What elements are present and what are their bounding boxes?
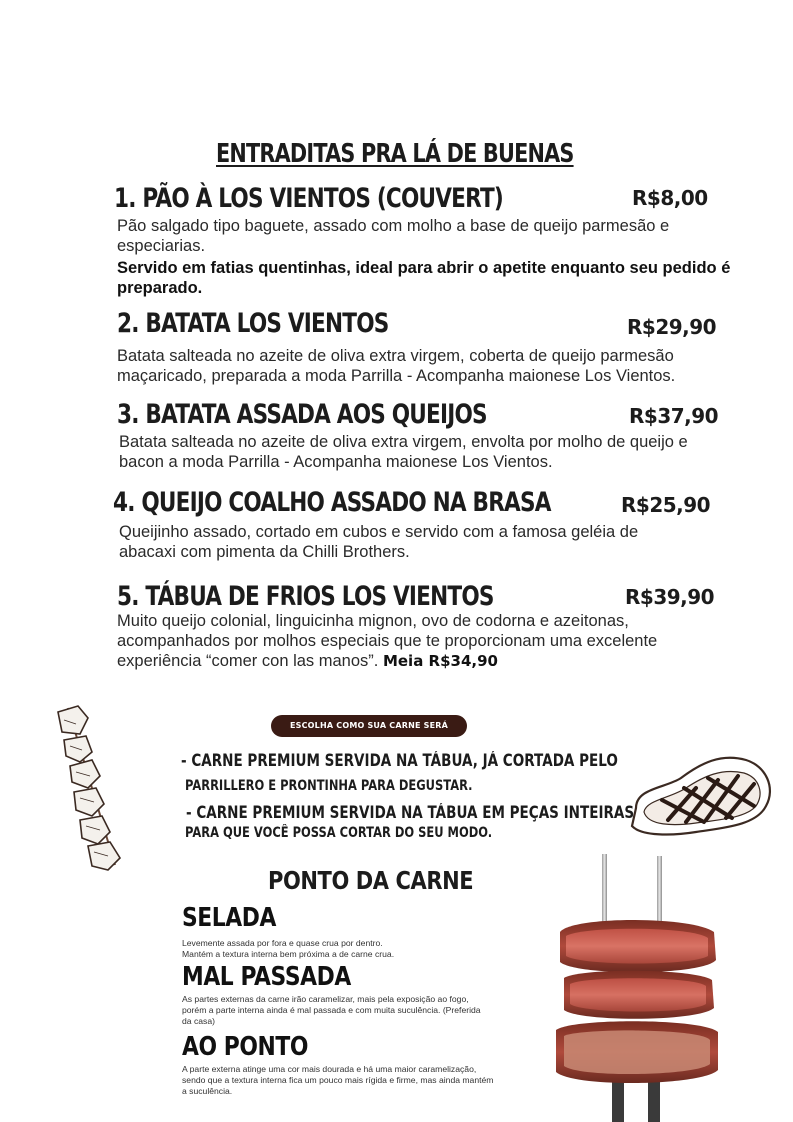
item-4-description: Queijinho assado, cortado em cubos e servido com a famosa geléia de abacaxi com pimenta da Chilli Brothers. [119,523,639,561]
serving-option-1-line-2: PARRILLERO E PRONTINHA PARA DEGUSTAR. [185,778,473,794]
doneness-ao-ponto-description: A parte externa atinge uma cor mais dourada e há uma maior caramelização, sendo que a textura interna fica um pouco mais rígida e firme, mas ainda mantém a suculência. [182,1064,494,1096]
section-title: ENTRADITAS PRA LÁ DE BUENAS [216,139,574,169]
item-3-price: R$37,90 [629,404,719,428]
doneness-mal-passada-name: MAL PASSADA [182,962,351,992]
doneness-title: PONTO DA CARNE [268,866,474,895]
meat-on-fork-photo [552,852,722,1122]
cheese-skewer-icon [50,700,130,875]
item-5-name: 5. TÁBUA DE FRIOS LOS VIENTOS [117,581,494,612]
item-2-name: 2. BATATA LOS VIENTOS [117,308,389,339]
item-1-note: Servido em fatias quentinhas, ideal para abrir o apetite enquanto seu pedido é preparado. [117,259,731,297]
doneness-selada-description: Levemente assada por fora e quase crua por dentro. Mantém a textura interna bem próxima a de carne crua. [182,938,395,959]
doneness-selada-name: SELADA [182,903,276,933]
steak-icon [626,748,776,843]
item-1-name: 1. PÃO À LOS VIENTOS (COUVERT) [114,183,503,214]
doneness-ao-ponto-name: AO PONTO [182,1032,309,1062]
item-5-description-text: Muito queijo colonial, linguicinha mignon, ovo de codorna e azeitonas, acompanhados por molhos especiais que te proporcionam uma excelente experiência “comer con las manos”. [117,612,658,670]
item-2-price: R$29,90 [627,315,717,339]
doneness-mal-passada-description: As partes externas da carne irão caramelizar, mais pela exposição ao fogo, porém a parte interna ainda é mal passada e com muita suculência. (Preferida da casa) [182,994,481,1026]
item-1-price: R$8,00 [632,186,708,210]
serving-option-2-line-2: PARA QUE VOCÊ POSSA CORTAR DO SEU MODO. [185,825,493,841]
item-5-price: R$39,90 [625,585,715,609]
item-5-half-price: Meia R$34,90 [382,652,498,670]
item-5-description [117,611,677,671]
item-4-name: 4. QUEIJO COALHO ASSADO NA BRASA [113,487,551,518]
item-1-description: Pão salgado tipo baguete, assado com molho a base de queijo parmesão e especiarias. [117,217,670,255]
item-3-name: 3. BATATA ASSADA AOS QUEIJOS [117,399,487,430]
item-4-price: R$25,90 [621,493,711,517]
item-2-description: Batata salteada no azeite de oliva extra virgem, coberta de queijo parmesão maçaricado, preparada a moda Parrilla - Acompanha maionese Los Vientos. [117,347,676,385]
serving-option-1-line-1: - CARNE PREMIUM SERVIDA NA TÁBUA, JÁ CORTADA PELO [181,751,618,770]
item-3-description: Batata salteada no azeite de oliva extra virgem, envolta por molho de queijo e bacon a moda Parrilla - Acompanha maionese Los Vientos. [119,433,688,471]
serving-option-2-line-1: - CARNE PREMIUM SERVIDA NA TÁBUA EM PEÇAS INTEIRAS [186,803,635,822]
serving-badge: ESCOLHA COMO SUA CARNE SERÁ SERVIDA: [271,715,467,737]
